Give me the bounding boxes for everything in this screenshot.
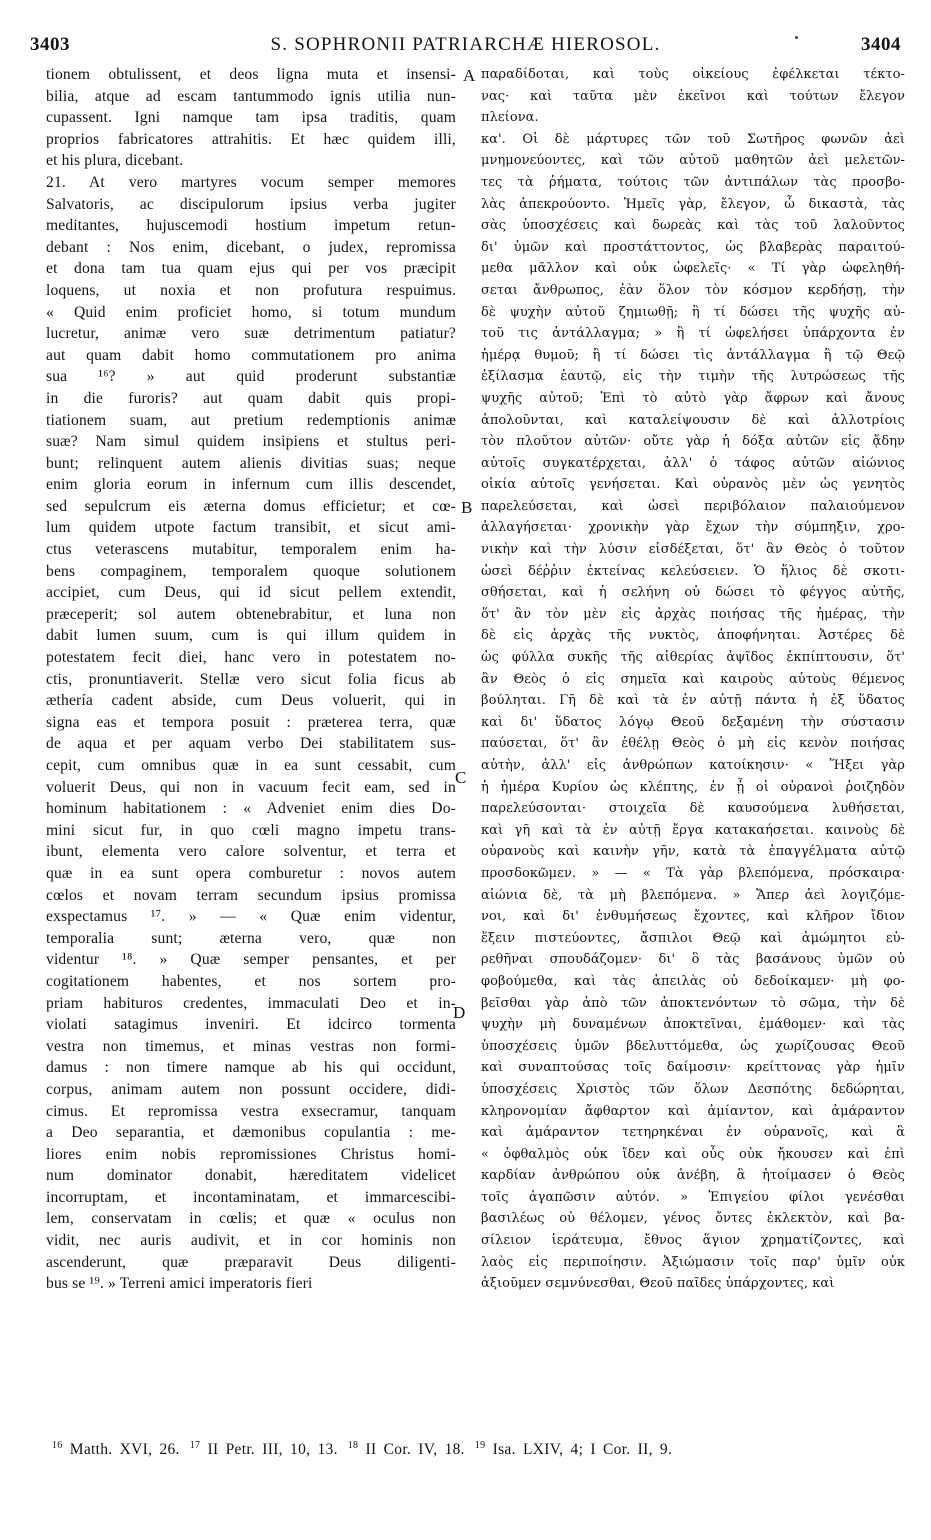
- greek-text-line: καρδίαν ἀνθρώπου οὐκ ἀνέβη, ἃ ἡτοίμασεν ὁ Θεὸς: [481, 1168, 905, 1184]
- latin-text-line: accipiet, cum Deus, qui id sicut pellem extendit,: [46, 584, 456, 602]
- latin-text-line: hominum habitationem : « Adveniet enim dies Do-: [46, 800, 456, 818]
- latin-text-line: sed sepulcrum eis æterna domus efficietur; et cœ-: [46, 497, 456, 515]
- latin-text-line: proprios fabricatores attrahitis. Et hæc quidem illi,: [46, 130, 456, 148]
- greek-text-line: ὑποσχέσεις ὑμῶν βδελυττόμεθα, ὡς χωρίζουσας Θεοῦ: [481, 1038, 905, 1054]
- latin-text-line: in die furoris? aut quam dabit quis propi-: [46, 389, 456, 407]
- greek-text-line: προσδοκῶμεν. » — « Τὰ γὰρ βλεπόμενα, πρόσκαιρα·: [481, 865, 905, 881]
- running-header: [30, 34, 901, 60]
- latin-text-line: ctis, pronuntiaverit. Stellæ vero sicut folia ficus ab: [46, 670, 456, 688]
- greek-text-line: σίλειον ἱεράτευμα, ἔθνος ἅγιον χρηματίζοντες, καὶ: [481, 1233, 905, 1249]
- footnote-text: II Petr. III, 10, 13.: [200, 1441, 338, 1459]
- latin-text-line: lum quidem utpote factum transibit, et sicut ami-: [46, 519, 456, 537]
- greek-text-line: ὡσεὶ δέῤῥιν ἐκτείνας κελεύσειεν. Ὁ ἥλιος δὲ σκοτι-: [481, 563, 905, 579]
- greek-text-line: βούληται. Γῆ δὲ καὶ τὰ ἐν αὐτῇ πάντα ἡ ἐξ ὕδατος: [481, 693, 905, 709]
- greek-text-line: νας· καὶ ταῦτα μὲν ἐκεῖνοι καὶ τούτων ἔλεγον: [481, 88, 905, 104]
- greek-text-line: νοι, καὶ δι' ἐνθυμήσεως ἔχοντες, καὶ κλῆρον ἴδιον: [481, 909, 905, 925]
- footnote: [190, 1440, 338, 1459]
- latin-text-line: de aqua et per aquam verbo Dei stabilitatem sus-: [46, 735, 456, 753]
- footnote: [348, 1440, 465, 1459]
- greek-text-line: παύσεται, ὅτ' ἂν ἐθέλῃ Θεὸς ὁ μὴ εἰς κενὸν ποιήσας: [481, 736, 905, 752]
- greek-text-line: οἰκία αὐτοῖς γενήσεται. Καὶ οὐρανὸς μὲν ὡς γενητὸς: [481, 477, 905, 493]
- latin-text-line: corpus, animam autem non possunt occidere, didi-: [46, 1080, 456, 1098]
- greek-text-line: λὰς ἀπεκρούοντο. Ἡμεῖς γὰρ, ἔλεγον, ὦ δικαστὰ, τὰς: [481, 196, 905, 212]
- greek-text-line: βασιλέως οὐ θέλομεν, γένος ὄντες ἐκλεκτὸν, καὶ βα-: [481, 1211, 905, 1227]
- footnote-number: 19: [474, 1440, 486, 1451]
- latin-text-line: lucretur, animæ vero suæ detrimentum patiatur?: [46, 325, 456, 343]
- greek-text-line: καὶ συναπτούσας τοῖς δαίμοσιν· κρείττονας γὰρ ἡμῖν: [481, 1060, 905, 1076]
- greek-text-line: αὐτὴν, ἀλλ' εἰς ἀνθρώπων κατοίκησιν· « Ἥξει γὰρ: [481, 758, 905, 773]
- greek-text-line: αἰώνια δὲ, τὰ μὴ βλεπόμενα. » Ἅπερ ἀεὶ λογιζόμε-: [481, 887, 905, 903]
- latin-text-line: a Deo separantia, et dæmonibus copulantia : me-: [46, 1124, 456, 1142]
- page-number-right: 3404: [861, 34, 901, 55]
- greek-text-line: ἂν Θεὸς ὁ εἰς σημεῖα καὶ καιροὺς αὐτοὺς θέμενος: [481, 671, 905, 687]
- latin-text-line: ibunt, elementa vero calore solventur, et terra et: [46, 843, 456, 861]
- footnote-text: Matth. XVI, 26.: [62, 1441, 180, 1459]
- greek-text-line: παραδίδοται, καὶ τοὺς οἰκείους ἐφέλκεται τέκτο-: [481, 67, 905, 82]
- latin-text-line: incorruptam, et incontaminatam, et immarcescibi-: [46, 1188, 456, 1206]
- latin-text-line: sua ¹⁶? » aut quid proderunt substantiæ: [46, 368, 456, 386]
- latin-text-line: tionem obtulissent, et deos ligna muta et insensi-: [46, 66, 456, 83]
- running-title: S. SOPHRONII PATRIARCHÆ HIEROSOL.: [270, 34, 661, 55]
- page-number-left: 3403: [30, 34, 70, 55]
- greek-text-line: μεθα μᾶλλον καὶ οὐκ ὠφελεῖς· « Τί γὰρ ὠφεληθή-: [481, 261, 905, 277]
- footnote-number: 18: [347, 1440, 359, 1451]
- greek-text-line: τοῦ τις ἀντάλλαγμα; » ἢ τί ὠφελήσει ὑπάρχοντα ἐν: [481, 326, 905, 342]
- latin-text-line: tiationem suam, aut pretium redemptionis animæ: [46, 411, 456, 429]
- latin-text-line: damus : non timere namque ab his qui occidunt,: [46, 1059, 456, 1077]
- greek-text-line: μνημονεύοντες, καὶ τῶν αὐτοῦ μαθητῶν ἀεὶ μελετῶν-: [481, 153, 905, 169]
- latin-text-line: « Quid enim proficiet homo, si totum mundum: [46, 303, 456, 321]
- greek-text-line: ὑποσχέσεις Χριστὸς τῶν ὅλων Δεσπότης δεδώρηται,: [481, 1081, 905, 1097]
- greek-text-line: ἀπολοῦνται, καὶ καταλείψουσιν δὲ καὶ ἀλλοτρίοις: [481, 412, 905, 428]
- latin-text-line: enim gloria eorum in infernum cum illis descendet,: [46, 476, 456, 494]
- latin-text-line: vestra non timemus, et minas vestras non formi-: [46, 1037, 456, 1055]
- greek-text-line: ἕξειν πιστεύοντες, ἄσπιλοι Θεῷ καὶ ἀμώμητοι εὑ-: [481, 930, 905, 946]
- latin-text-line: aut quam dabit homo commutationem pro anima: [46, 346, 456, 364]
- greek-text-line: ρεθῆναι σπουδάζομεν· δι' ὃ τὰς βασάνους ὑμῶν οὐ: [481, 952, 905, 968]
- greek-text-line: σεται ἄνθρωπος, ἐὰν ὅλον τὸν κόσμον κερδήσῃ, τὴν: [481, 282, 905, 298]
- greek-text-line: παρελεύσονται· στοιχεῖα δὲ καυσούμενα λυθήσεται,: [481, 801, 905, 817]
- latin-text-line: æthería cadent abside, cum Deus voluerit, qui in: [46, 692, 456, 710]
- latin-text-line: loquens, ut noxia et non profutura respuimus.: [46, 281, 456, 299]
- margin-marker-d: D: [453, 1003, 466, 1022]
- footnote: [52, 1440, 180, 1459]
- margin-marker-c: C: [455, 768, 467, 787]
- greek-text-line: κα'. Οἱ δὲ μάρτυρες τῶν τοῦ Σωτῆρος φωνῶν ἀεὶ: [481, 131, 905, 147]
- greek-text-line: κληρονομίαν ἄφθαρτον καὶ ἀμίαντον, καὶ ἀμάραντον: [481, 1103, 905, 1119]
- margin-marker-b: B: [461, 498, 473, 517]
- greek-text-line: ἀλλαγήσεται· χρονικὴν γὰρ ἔχων τὴν σύμπηξιν, χρο-: [481, 520, 905, 536]
- greek-text-line: καὶ δι' ὕδατος λόγῳ Θεοῦ δεξαμένη τὴν σύστασιν: [481, 714, 905, 730]
- greek-text-line: « ὀφθαλμὸς οὐκ ἴδεν καὶ οὖς οὐκ ἤκουσεν καὶ ἐπὶ: [481, 1146, 905, 1162]
- latin-text-line: vidit, nec auris audivit, et in cor hominis non: [46, 1232, 456, 1250]
- greek-text-line: ἡμέρᾳ θυμοῦ; ἢ τί δώσει τὶς ἀντάλλαγμα ἢ τῷ Θεῷ: [481, 347, 905, 363]
- latin-text-line: temporalia sunt; æterna vero, quæ non: [46, 929, 456, 947]
- greek-text-line: δὲ ψυχὴν αὐτοῦ ζημιωθῇ; ἢ τί δώσει τῆς ψυχῆς αὐ-: [481, 304, 905, 320]
- greek-text-line: τὸν πλοῦτον αὐτῶν· οὔτε γὰρ ἡ δόξα αὐτῶν εἰς ᾅδην: [481, 434, 905, 450]
- greek-text-line: παρελεύσεται, καὶ ὡσεὶ περιβόλαιον παλαιούμενον: [481, 498, 905, 514]
- greek-text-line: νικὴν καὶ τὴν λύσιν εἰσδέξεται, ὅτ' ἂν Θεὸς ὁ τοῦτον: [481, 542, 905, 558]
- greek-text-line: βεῖσθαι γὰρ ἀπὸ τῶν ἀποκτενόντων τὸ σῶμα, τὴν δὲ: [481, 995, 905, 1011]
- greek-text-line: καὶ ἀμάραντον τετηρηκέναι ἐν οὐρανοῖς, καὶ ἃ: [481, 1125, 905, 1141]
- latin-text-line: signa eas et tempora posuit : præterea terra, quæ: [46, 713, 456, 731]
- latin-text-line: cepit, cum omnibus quæ in ea sunt cessabit, cum: [46, 757, 456, 774]
- latin-text-line: exspectamus ¹⁷. » — « Quæ enim videntur,: [46, 908, 456, 926]
- latin-text-line: num dominator donabit, hæreditatem videlicet: [46, 1167, 456, 1185]
- latin-text-line: liores enim nobis repromissiones Christus homi-: [46, 1145, 456, 1163]
- latin-text-line: voluerit Deus, qui non in vacuum fecit eam, sed in: [46, 778, 456, 796]
- greek-text-line: δι' ὑμῶν καὶ προστάττοντος, ὡς βλαβερὰς παραιτού-: [481, 239, 905, 255]
- latin-text-line: quæ in ea sunt opera comburetur : novos autem: [46, 864, 456, 882]
- greek-text-line: δὲ εἰς ἀρχὰς τῆς νυκτὸς, ἀποφήνηται. Ἀστέρες δὲ: [481, 628, 905, 644]
- latin-text-line: præceperit; sol autem obtenebrabitur, et luna non: [46, 605, 456, 623]
- greek-text-line: τες τὰ ῥήματα, τούτοις τῶν ἀντιπάλων τὰς προσβο-: [481, 174, 905, 190]
- latin-text-line: violati satagimus inveniri. Et idcirco tormenta: [46, 1016, 456, 1034]
- latin-text-line: cimus. Et repromissa vestra exsecramur, tanquam: [46, 1102, 456, 1120]
- latin-text-line: videntur ¹⁸. » Quæ semper pensantes, et per: [46, 951, 456, 969]
- greek-text-line: ψυχὴν μὴ δυναμένων ἀποκτεῖναι, ἐμάθομεν· καὶ τὰς: [481, 1017, 905, 1033]
- greek-column: [481, 64, 905, 1295]
- greek-text-line: ἡ ἡμέρα Κυρίου ὡς κλέπτης, ἐν ᾗ οἱ οὐρανοὶ ῥοιζηδὸν: [481, 779, 905, 795]
- greek-text-line: σὰς ὑποσχέσεις καὶ δωρεὰς καὶ τὰς τοῦ λαλοῦντος: [481, 218, 905, 234]
- footnotes: [52, 1440, 901, 1459]
- latin-text-line: ctus veterascens mutabitur, temporalem enim ha-: [46, 541, 456, 559]
- greek-text-line: φοβούμεθα, καὶ τὰς ἀπειλὰς οὐ δεδοίκαμεν· μὴ φο-: [481, 973, 905, 989]
- latin-text-line: ascenderunt, quæ præparavit Deus diligenti-: [46, 1253, 456, 1271]
- greek-text-line: ἀξιοῦμεν σεμνύνεσθαι, Θεοῦ παῖδες ὑπάρχοντες, καὶ: [481, 1276, 835, 1292]
- latin-text-line: bens compaginem, temporalem quoque solutionem: [46, 562, 456, 580]
- greek-text-line: σθήσεται, καὶ ἡ σελήνη οὐ δώσει τὸ φέγγος αὐτῆς,: [481, 585, 905, 601]
- latin-text-line: suæ? Nam simul quidem insipiens et stultus peri-: [46, 433, 456, 451]
- latin-text-line: 21. At vero martyres vocum semper memores: [46, 173, 456, 191]
- latin-text-line: et his plura, dicebant.: [46, 152, 184, 170]
- greek-text-line: αὐτοῖς συγκατέρχεται, ἀλλ' ὁ τάφος αὐτῶν αἰώνιος: [481, 455, 905, 471]
- margin-marker-a: A: [463, 66, 476, 85]
- footnote-number: 16: [52, 1440, 63, 1451]
- latin-text-line: Salvatoris, ac discipulorum ipsius verba jugiter: [46, 195, 456, 213]
- latin-text-line: debant : Nos enim, dicebant, o judex, repromissa: [46, 238, 456, 256]
- footnote-text: Isa. LXIV, 4; I Cor. II, 9.: [485, 1441, 673, 1459]
- footnote-text: II Cor. IV, 18.: [358, 1441, 465, 1459]
- latin-text-line: mini sicut fur, in quo cœli magno impetu trans-: [46, 821, 456, 839]
- latin-text-line: bus se ¹⁹. » Terreni amici imperatoris fieri: [46, 1275, 313, 1293]
- latin-text-line: cœlos et novam terram secundum ipsius promissa: [46, 886, 456, 904]
- latin-text-line: lem, conservatam in cœlis; et quæ « oculus non: [46, 1210, 456, 1228]
- greek-text-line: οὐρανοὺς καὶ καινὴν γῆν, κατὰ τὰ ἐπαγγέλματα αὐτῷ: [481, 844, 905, 860]
- greek-text-line: λαὸς εἰς περιποίησιν. Ἀξιώμασιν τοῖς παρ' ὑμῖν οὐκ: [481, 1254, 905, 1270]
- latin-text-line: cupassent. Igni namque tam ipsa traditis, quam: [46, 109, 456, 127]
- greek-text-line: ἐξίλασμα ἑαυτῷ, εἰς τὴν τιμὴν τῆς λυτρώσεως τῆς: [481, 369, 905, 385]
- footnote: [475, 1440, 672, 1459]
- greek-text-line: ὅτ' ἂν τὸν μὲν εἰς ἀρχὰς ποιήσας τῆς ἡμέρας, τὴν: [481, 606, 905, 622]
- latin-text-line: bunt; relinquent autem alienis divitias suas; neque: [46, 454, 456, 472]
- latin-text-line: meditantes, hujuscemodi hostium impetum retun-: [46, 217, 456, 235]
- latin-text-line: cogitationem habentes, et nos sortem pro-: [46, 972, 456, 990]
- latin-text-line: dabit lumen suum, cum is qui illum quidem in: [46, 627, 456, 645]
- printer-mark: [795, 36, 798, 39]
- footnote-number: 17: [189, 1440, 201, 1451]
- latin-column: [46, 64, 456, 1295]
- greek-text-line: καὶ γῆ καὶ τὰ ἐν αὐτῇ ἔργα κατακαήσεται. καινοὺς δὲ: [481, 822, 905, 838]
- latin-text-line: et dona tam tua quam ejus qui per vos præcipit: [46, 260, 456, 278]
- greek-text-line: τοῖς ἀγαπῶσιν αὐτόν. » Ἐπιγείου φίλοι γενέσθαι: [481, 1189, 905, 1205]
- greek-text-line: πλείονα.: [481, 110, 539, 126]
- greek-text-line: ψυχῆς αὐτοῦ; Ἐπὶ τὸ αὐτὸ γὰρ ἄφρων καὶ ἄνους: [481, 390, 905, 406]
- latin-text-line: potestatem fecit diei, hanc vero in potestatem no-: [46, 649, 456, 667]
- greek-text-line: ὡς φύλλα συκῆς τῆς αἰθερίας ἀψῖδος ἐκπίπτουσιν, ὅτ': [481, 650, 905, 666]
- latin-text-line: bilia, atque ad escam tantummodo ignis utilia nun-: [46, 87, 456, 105]
- latin-text-line: priam habituros credentes, immaculati Deo et in-: [46, 994, 456, 1012]
